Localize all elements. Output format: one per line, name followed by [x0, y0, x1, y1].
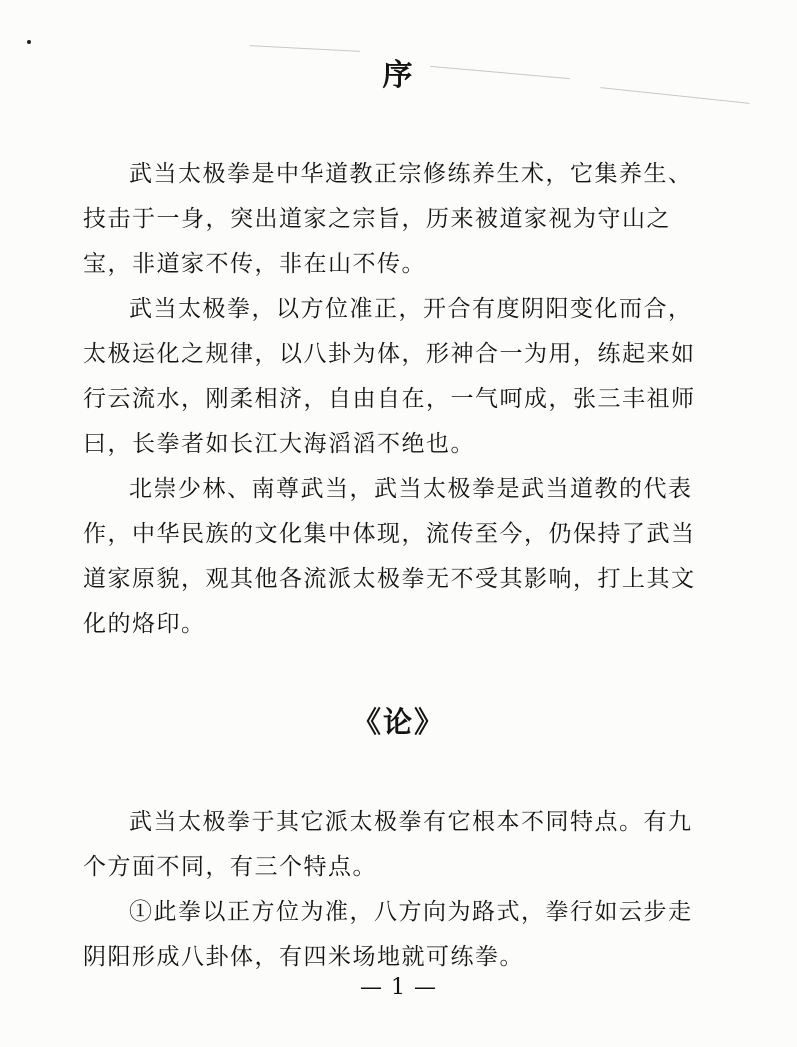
preface-paragraph: 北崇少林、南尊武当，武当太极拳是武当道教的代表作，中华民族的文化集中体现，流传至今，仍保持了武当道家原貌，观其他各流派太极拳无不受其影响，打上其文化的烙印。 — [83, 476, 696, 637]
preface-title: 序 — [382, 58, 415, 93]
discussion-title: 《论》 — [351, 705, 445, 739]
discussion-paragraph: ①此拳以正方位为准，八方向为路式，拳行如云步走阴阳形成八卦体，有四米场地就可练拳。 — [83, 899, 693, 970]
page-number: — 1 — — [360, 975, 437, 1000]
scan-speck — [27, 40, 31, 44]
preface-paragraph: 武当太极拳，以方位准正，开合有度阴阳变化而合，太极运化之规律，以八卦为体，形神合一为用，练起来如行云流水，刚柔相济，自由自在，一气呵成，张三丰祖师曰，长拳者如长江大海滔滔不绝也。 — [83, 296, 696, 457]
preface-paragraph: 武当太极拳是中华道教正宗修练养生术，它集养生、技击于一身，突出道家之宗旨，历来被道家视为守山之宝，非道家不传，非在山不传。 — [83, 161, 693, 277]
discussion-paragraph: 武当太极拳于其它派太极拳有它根本不同特点。有九个方面不同，有三个特点。 — [83, 809, 693, 880]
